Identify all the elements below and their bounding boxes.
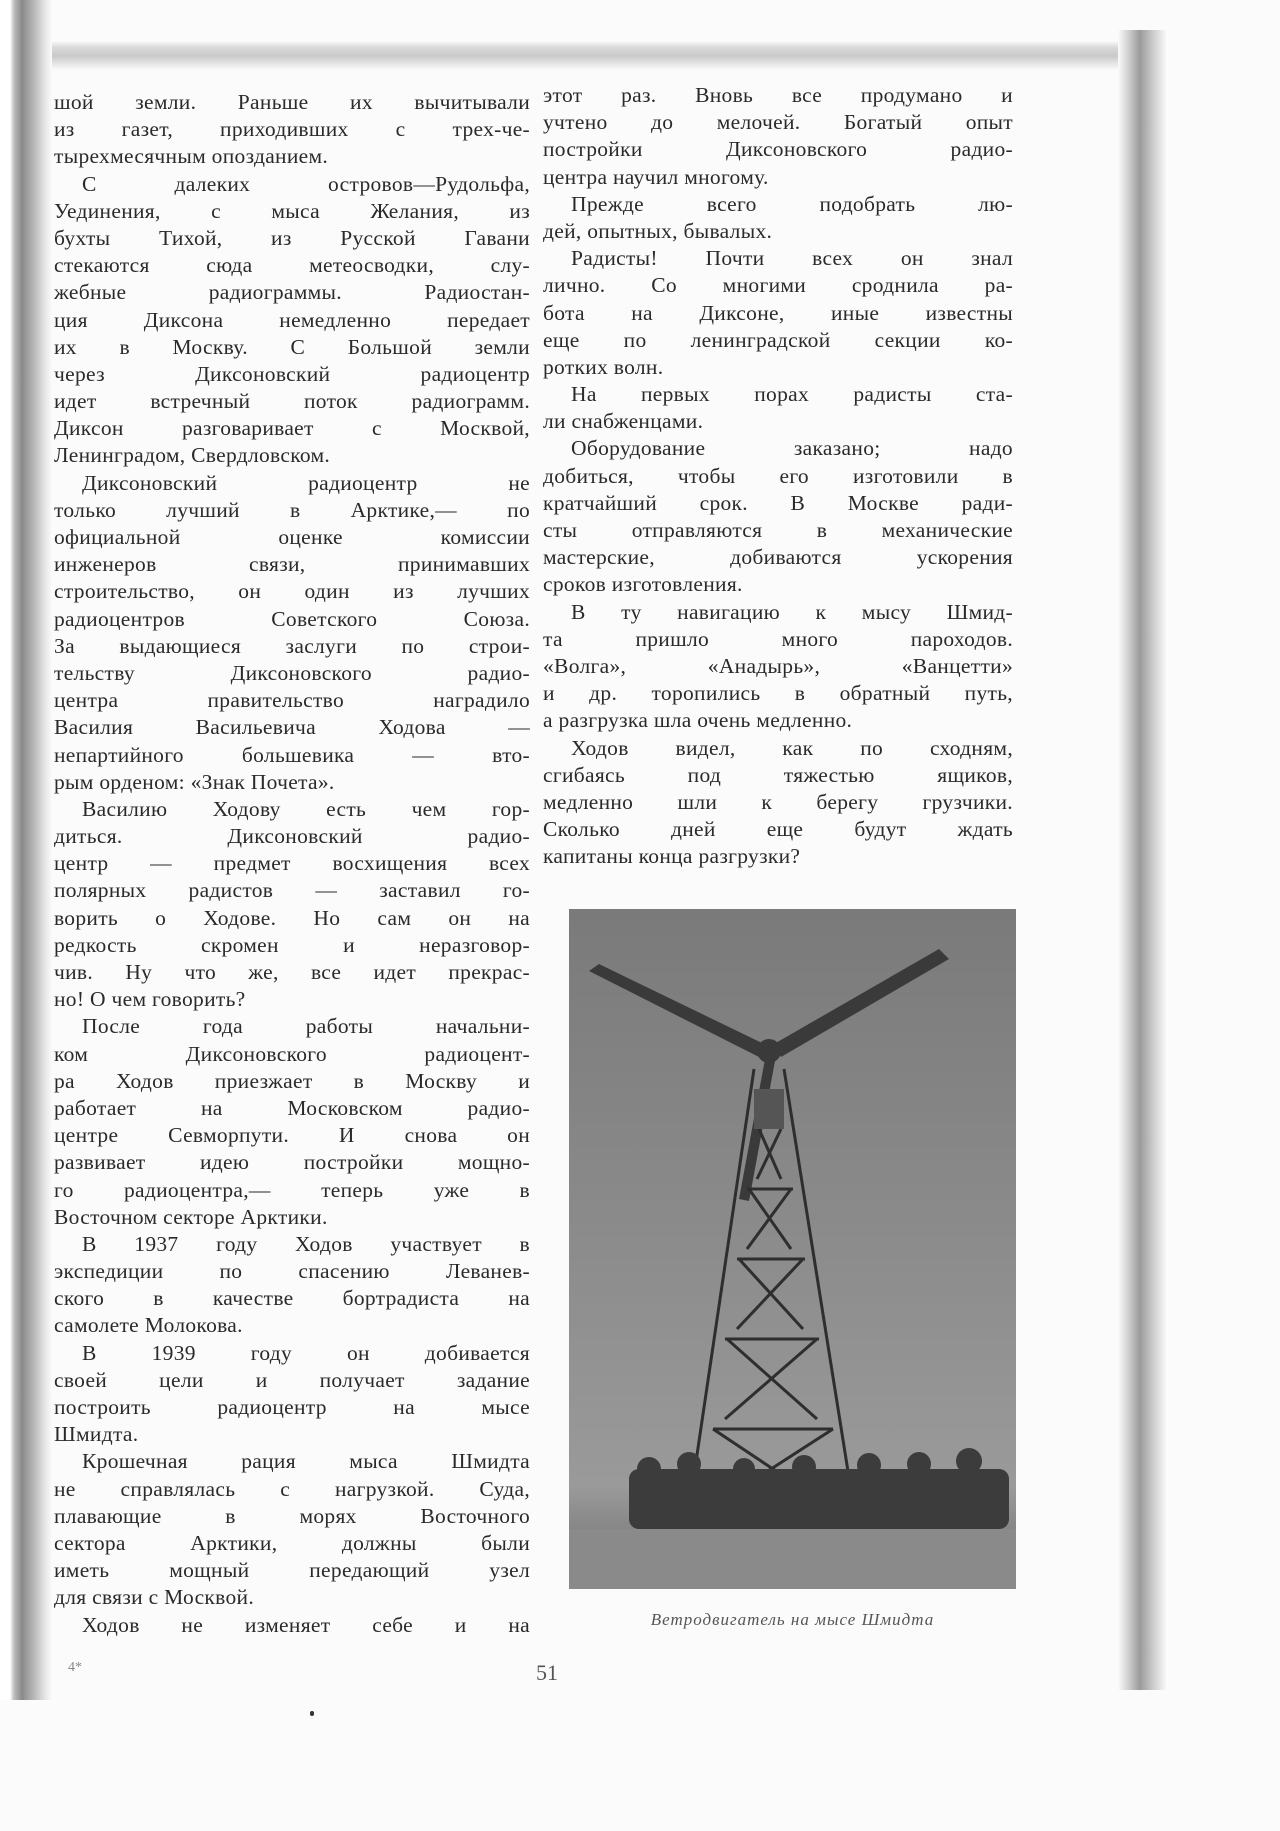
text-line: та пришло много пароходов. <box>543 626 1013 651</box>
text-line: ция Диксона немедленно передает <box>54 307 530 332</box>
text-line: «Волга», «Анадырь», «Ванцетти» <box>543 653 1013 678</box>
scan-edge-right <box>1118 30 1168 1690</box>
text-line: ского в качестве бортрадиста на <box>54 1286 530 1311</box>
text-line: За выдающиеся заслуги по строи- <box>54 633 530 658</box>
text-line: добиться, чтобы его изготовили в <box>543 463 1013 488</box>
text-line: не справлялась с нагрузкой. Суда, <box>54 1476 530 1501</box>
text-line: плавающие в морях Восточного <box>54 1503 530 1528</box>
text-line: ли снабженцами. <box>543 409 704 434</box>
text-line: С далеких островов—Рудольфа, <box>82 171 530 196</box>
text-line: го радиоцентра,— теперь уже в <box>54 1177 530 1202</box>
text-line: и др. торопились в обратный путь, <box>543 681 1013 706</box>
text-line: В 1939 году он добивается <box>82 1340 530 1365</box>
paragraph <box>54 1013 530 1231</box>
text-line: развивает идею постройки мощно- <box>54 1150 530 1175</box>
paragraph <box>54 171 530 470</box>
text-line: ра Ходов приезжает в Москву и <box>54 1068 530 1093</box>
paragraph <box>54 1340 530 1449</box>
text-line: В 1937 году Ходов участвует в <box>82 1231 530 1256</box>
text-line: а разгрузка шла очень медленно. <box>543 708 853 733</box>
text-line: тырехмесячным опозданием. <box>54 144 329 169</box>
text-line: экспедиции по спасению Леванев- <box>54 1259 530 1284</box>
text-line: центре Севморпути. И снова он <box>54 1123 530 1148</box>
text-line: Диксоновский радиоцентр не <box>82 470 530 495</box>
text-line: бота на Диксоне, иные известны <box>543 300 1013 325</box>
paragraph <box>54 1612 530 1639</box>
text-line: из газет, приходивших с трех-че- <box>54 117 530 142</box>
text-line: иметь мощный передающий узел <box>54 1558 530 1583</box>
text-line: тельству Диксоновского радио- <box>54 660 530 685</box>
paragraph <box>543 435 1013 598</box>
paragraph <box>543 735 1013 871</box>
text-line: еще по ленинградской секции ко- <box>543 327 1013 352</box>
text-line: центра научил многому. <box>543 164 769 189</box>
text-line: Крошечная рация мыса Шмидта <box>82 1449 530 1474</box>
signature-mark: 4* <box>68 1660 82 1675</box>
text-line: Радисты! Почти всех он знал <box>571 246 1013 271</box>
text-line: для связи с Москвой. <box>54 1585 255 1610</box>
paragraph <box>543 381 1013 435</box>
text-line: их в Москву. С Большой земли <box>54 334 530 359</box>
text-line: медленно шли к берегу грузчики. <box>543 789 1013 814</box>
photo-wind-turbine <box>569 909 1016 1589</box>
paragraph <box>54 1231 530 1340</box>
text-line: радиоцентров Советского Союза. <box>54 606 530 631</box>
text-line: Прежде всего подобрать лю- <box>571 191 1013 216</box>
text-line: Ходов видел, как по сходням, <box>571 735 1013 760</box>
text-line: чив. Ну что же, все идет прекрас- <box>54 960 530 984</box>
text-line: Ходов не изменяет себе и на <box>82 1612 530 1637</box>
text-line: Сколько дней еще будут ждать <box>543 817 1013 842</box>
text-line: Диксон разговаривает с Москвой, <box>54 416 530 441</box>
text-line: сты отправляются в механические <box>543 518 1013 542</box>
paragraph <box>543 245 1013 381</box>
text-line: лично. Со многими сроднила ра- <box>543 273 1013 298</box>
paragraph <box>54 89 530 171</box>
text-line: строительство, он один из лучших <box>54 579 530 604</box>
text-line: Василия Васильевича Ходова — <box>54 715 530 740</box>
text-line: редкость скромен и неразговор- <box>54 932 530 957</box>
text-line: Шмидта. <box>54 1422 139 1447</box>
paragraph <box>54 1448 530 1611</box>
text-line: Ленинградом, Свердловском. <box>54 443 331 468</box>
text-line: Оборудование заказано; надо <box>571 436 1013 461</box>
text-line: На первых порах радисты ста- <box>571 382 1013 407</box>
paragraph <box>54 796 530 1014</box>
text-line: учтено до мелочей. Богатый опыт <box>543 110 1013 135</box>
text-line: непартийного большевика — вто- <box>54 742 530 767</box>
paragraph <box>543 191 1013 245</box>
text-line: После года работы начальни- <box>82 1014 530 1039</box>
text-line: Уединения, с мыса Желания, из <box>54 198 530 223</box>
text-line: инженеров связи, принимавших <box>54 552 530 577</box>
text-line: кратчайший срок. В Москве ради- <box>543 490 1013 515</box>
paragraph <box>543 82 1013 191</box>
text-line: мастерские, добиваются ускорения <box>543 545 1013 570</box>
text-line: центр — предмет восхищения всех <box>54 851 530 876</box>
text-line: полярных радистов — заставил го- <box>54 878 530 903</box>
text-line: Василию Ходову есть чем гор- <box>82 796 530 821</box>
text-line: официальной оценке комиссии <box>54 525 530 549</box>
photo-ground <box>569 1529 1016 1589</box>
text-line: идет встречный поток радиограмм. <box>54 389 530 414</box>
text-line: этот раз. Вновь все продумано и <box>543 83 1013 107</box>
text-line: своей цели и получает задание <box>54 1367 530 1392</box>
paragraph <box>54 470 530 796</box>
text-line: ворить о Ходове. Но сам он на <box>54 905 530 930</box>
text-line: но! О чем говорить? <box>54 987 246 1012</box>
text-column-right <box>543 82 1013 870</box>
text-line: самолете Молокова. <box>54 1313 243 1338</box>
text-line: сгибаясь под тяжестью ящиков, <box>543 762 1013 787</box>
text-line: В ту навигацию к мысу Шмид- <box>571 599 1013 624</box>
text-line: жебные радиограммы. Радиостан- <box>54 280 530 305</box>
page-number: 51 <box>536 1660 558 1685</box>
text-line: Восточном секторе Арктики. <box>54 1204 328 1229</box>
text-column-left <box>54 89 530 1639</box>
text-line: диться. Диксоновский радио- <box>54 824 530 849</box>
figure-caption: Ветродвигатель на мысе Шмидта <box>650 1610 935 1629</box>
text-line: дей, опытных, бывалых. <box>543 218 773 243</box>
text-line: шой земли. Раньше их вычитывали <box>54 90 530 114</box>
scan-edge-top <box>10 40 1160 70</box>
scan-speck <box>310 1711 314 1716</box>
turbine-housing <box>754 1089 784 1129</box>
text-line: стекаются сюда метеосводки, слу- <box>54 253 530 278</box>
paragraph <box>543 599 1013 735</box>
text-line: сроков изготовления. <box>543 572 743 597</box>
text-line: ротких волн. <box>543 354 664 379</box>
text-line: центра правительство наградило <box>54 688 530 713</box>
text-line: только лучший в Арктике,— по <box>54 497 530 522</box>
text-line: капитаны конца разгрузки? <box>543 844 801 869</box>
text-line: через Диксоновский радиоцентр <box>54 361 530 386</box>
text-line: сектора Арктики, должны были <box>54 1530 530 1555</box>
text-line: работает на Московском радио- <box>54 1095 530 1120</box>
text-line: построить радиоцентр на мысе <box>54 1395 530 1419</box>
scan-edge-left <box>0 0 52 1700</box>
text-line: ком Диксоновского радиоцент- <box>54 1041 530 1066</box>
text-line: постройки Диксоновского радио- <box>543 137 1013 162</box>
text-line: рым орденом: «Знак Почета». <box>54 769 335 794</box>
text-line: бухты Тихой, из Русской Гавани <box>54 225 530 250</box>
